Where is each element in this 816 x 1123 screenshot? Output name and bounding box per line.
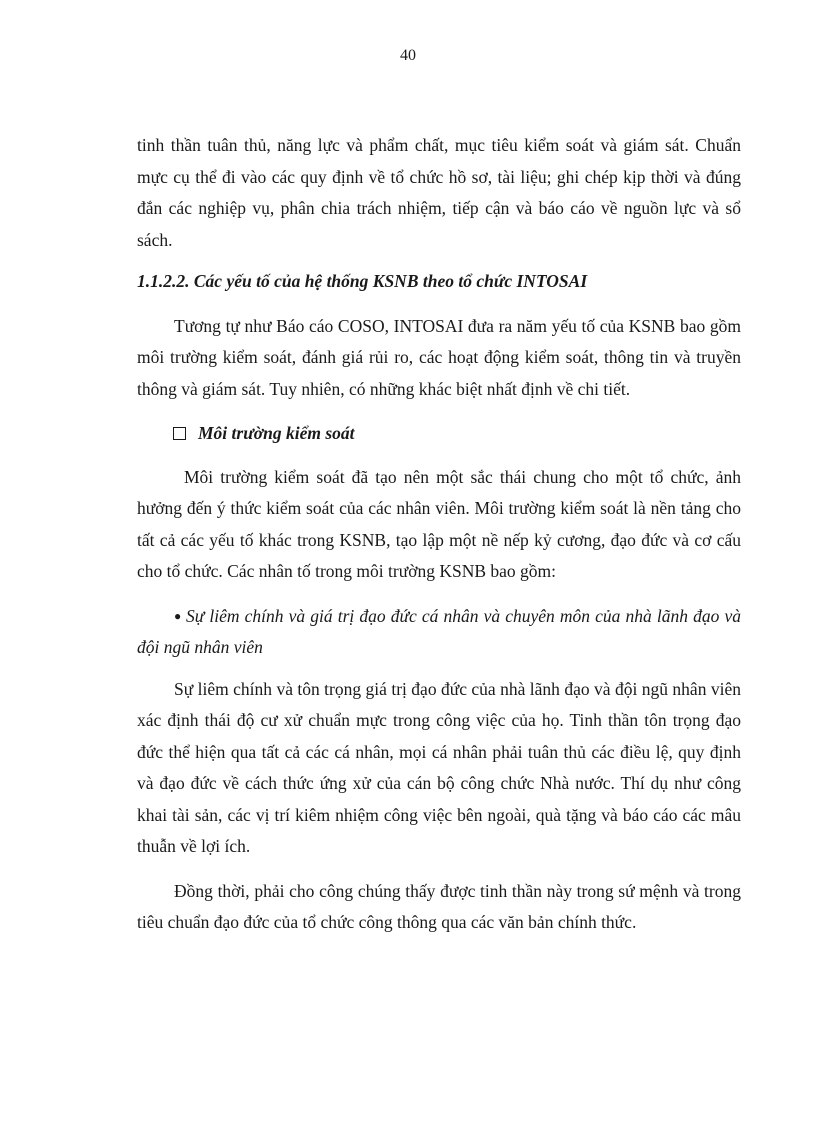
- subheading-text: Môi trường kiểm soát: [198, 423, 355, 443]
- subheading-control-environment: [173, 418, 741, 450]
- paragraph-integrity: Sự liêm chính và tôn trọng giá trị đạo đức của nhà lãnh đạo và đội ngũ nhân viên xác định thái độ cư xử chuẩn mực trong công việc của họ. Tinh thần tôn trọng đạo đức thể hiện qua tất cả các cá nhân, mọi cá nhân phải tuân thủ các điều lệ, quy định và đạo đức về cách thức ứng xử của cán bộ công chức Nhà nước. Thí dụ như công khai tài sản, các vị trí kiêm nhiệm công việc bên ngoài, quà tặng và báo cáo các mâu thuẫn về lợi ích.: [137, 678, 741, 856]
- paragraph-overview: Tương tự như Báo cáo COSO, INTOSAI đưa ra năm yếu tố của KSNB bao gồm môi trường kiểm soát, đánh giá rủi ro, các hoạt động kiểm soát, thông tin và truyền thông và giám sát. Tuy nhiên, có những khác biệt nhất định về chi tiết.: [137, 315, 741, 399]
- document-body: [137, 130, 741, 952]
- bullet-item-integrity: [137, 601, 741, 664]
- paragraph-control-environment: Môi trường kiểm soát đã tạo nên một sắc thái chung cho một tổ chức, ảnh hưởng đến ý thức kiểm soát của các nhân viên. Môi trường kiểm soát là nền tảng cho tất cả các yếu tố khác trong KSNB, tạo lập một nề nếp kỷ cương, đạo đức và cơ cấu cho tổ chức. Các nhân tố trong môi trường KSNB bao gồm:: [137, 466, 741, 581]
- checkbox-bullet-icon: [173, 427, 186, 440]
- section-heading: 1.1.2.2. Các yếu tố của hệ thống KSNB theo tổ chức INTOSAI: [137, 271, 588, 291]
- paragraph-public: Đồng thời, phải cho công chúng thấy được tinh thần này trong sứ mệnh và trong tiêu chuẩn đạo đức của tổ chức công thông qua các văn bản chính thức.: [137, 880, 741, 932]
- bullet-dot-icon: ●: [174, 608, 182, 623]
- paragraph-intro: tinh thần tuân thủ, năng lực và phẩm chất, mục tiêu kiểm soát và giám sát. Chuẩn mực cụ thể đi vào các quy định về tổ chức hồ sơ, tài liệu; ghi chép kịp thời và đúng đắn các nghiệp vụ, phân chia trách nhiệm, tiếp cận và báo cáo về nguồn lực và sổ sách.: [137, 135, 741, 250]
- page-number: 40: [400, 47, 416, 64]
- bullet-item-text: Sự liêm chính và giá trị đạo đức cá nhân và chuyên môn của nhà lãnh đạo và đội ngũ nhân viên: [137, 605, 741, 657]
